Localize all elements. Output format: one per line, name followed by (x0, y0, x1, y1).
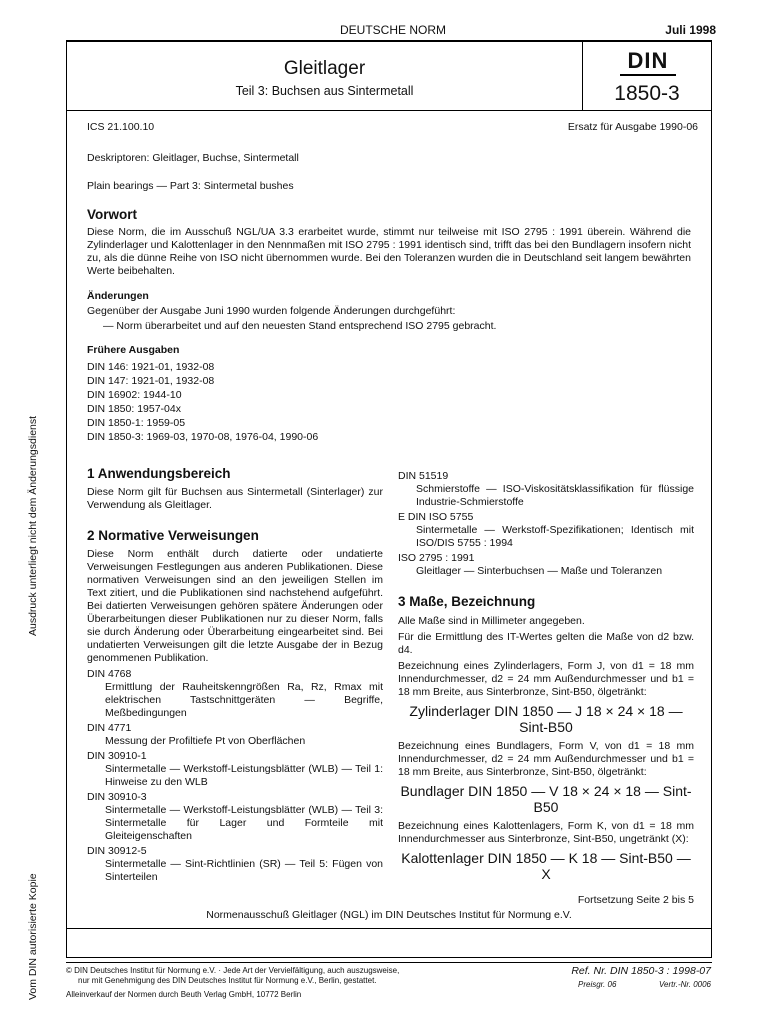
fruehere-line: DIN 16902: 1944-10 (87, 389, 182, 401)
committee-divider (66, 928, 712, 929)
reference-item (87, 845, 383, 884)
reference-item (87, 791, 383, 843)
section3-p5: Bezeichnung eines Kalottenlagers, Form K, von d1 = 18 mm Innendurchmesser aus Sinterbronze, Sint-B50, ungetränkt (X): (398, 820, 694, 845)
reference-title: Sintermetalle — Werkstoff-Leistungsblätter (WLB) — Teil 3: Sintermetalle für Lager und Formteile mit Gleiteigenschaften (105, 804, 383, 842)
section2-heading: 2 Normative Verweisungen (87, 528, 259, 543)
section3-p4: Bezeichnung eines Bundlagers, Form V, von d1 = 18 mm Innendurchmesser, d2 = 24 mm Außendurchmesser und b1 = 18 mm Breite, aus Sinterbronze, Sint-B50, ölgetränkt: (398, 740, 694, 778)
frame-right (711, 40, 712, 958)
reference-title: Sintermetalle — Sint-Richtlinien (SR) — Teil 5: Fügen von Sinterteilen (105, 858, 383, 883)
frame-left (66, 40, 67, 958)
reference-item (87, 668, 383, 720)
standard-type: DEUTSCHE NORM (340, 23, 447, 37)
section3-p3: Bezeichnung eines Zylinderlagers, Form J, von d1 = 18 mm Innendurchmesser, d2 = 24 mm Außendurchmesser und b1 = 18 mm Breite, aus Sinterbronze, Sint-B50, ölgetränkt: (398, 660, 694, 698)
reference-id: DIN 4771 (87, 722, 132, 734)
fruehere-line: DIN 1850-1: 1959-05 (87, 417, 186, 429)
section3-heading: 3 Maße, Bezeichnung (398, 594, 536, 609)
replaces-edition: Ersatz für Ausgabe 1990-06 (567, 121, 698, 133)
footer-rule (66, 962, 712, 963)
committee-line: Normenausschuß Gleitlager (NGL) im DIN Deutsches Institut für Normung e.V. (206, 909, 572, 921)
side-note-upper: Ausdruck unterliegt nicht dem Änderungsdienst (27, 415, 39, 636)
aenderungen-item: — Norm überarbeitet und auf den neuesten Stand entsprechend ISO 2795 gebracht. (103, 320, 497, 332)
fruehere-line: DIN 147: 1921-01, 1932-08 (87, 375, 215, 387)
designation-flange: Bundlager DIN 1850 — V 18 × 24 × 18 — Sint-B50 (400, 783, 692, 815)
section2-text: Diese Norm enthält durch datierte oder undatierte Verweisungen Festlegungen aus anderen Publikationen. Diese normativen Verweisungen sind an den jeweiligen Stellen im Text zitiert, und die Publikationen sind nachstehend aufgeführt. Bei datierten Verweisungen gehören spätere Änderungen oder Überarbeitungen dieser Publikationen nur zu dieser Norm, falls sie durch Änderung oder Überarbeitung eingearbeitet sind. Bei undatierten Verweisungen gilt die letzte Ausgabe der in Bezug genommenen Publikation. (87, 548, 383, 664)
reference-id: ISO 2795 : 1991 (398, 552, 475, 564)
frame-bottom (66, 957, 712, 958)
vorwort-text: Diese Norm, die im Ausschuß NGL/UA 3.3 erarbeitet wurde, stimmt nur teilweise mit ISO 2795 : 1991 überein. Während die Zylinderlager und Kalottenlager in den Nennmaßen mit ISO 2795 : 1991 identisch sind, trifft das bei den Bundlagern insofern nicht zu, als die dünne Reihe von ISO nicht übernommen wurde. Bei den Toleranzen wurden die in Deutschland seit langem bewährten Werte beibehalten. (87, 226, 691, 277)
fruehere-line: DIN 146: 1921-01, 1932-08 (87, 361, 215, 373)
reference-item (398, 470, 694, 509)
reference-id: DIN 51519 (398, 470, 449, 482)
fruehere-heading: Frühere Ausgaben (87, 344, 180, 356)
copyright-line-1: © DIN Deutsches Institut für Normung e.V. · Jede Art der Vervielfältigung, auch auszugsweise, (66, 966, 400, 975)
english-title: Plain bearings — Part 3: Sintermetal bushes (87, 180, 294, 192)
section1-heading: 1 Anwendungsbereich (87, 466, 231, 481)
section1-text: Diese Norm gilt für Buchsen aus Sintermetall (Sinterlager) zur Verwendung als Gleitlager. (87, 486, 383, 511)
din-logo-text: DIN (627, 48, 669, 73)
designation-cylinder: Zylinderlager DIN 1850 — J 18 × 24 × 18 — Sint-B50 (409, 703, 683, 735)
fruehere-line: DIN 1850: 1957-04x (87, 403, 181, 415)
reference-title: Schmierstoffe — ISO-Viskositätsklassifikation für flüssige Industrie-Schmierstoffe (416, 483, 694, 508)
descriptors: Deskriptoren: Gleitlager, Buchse, Sintermetall (87, 152, 299, 164)
ics-code: ICS 21.100.10 (87, 121, 155, 133)
reference-title: Messung der Profiltiefe Pt von Oberflächen (105, 735, 306, 747)
right-column (398, 470, 694, 907)
reference-title: Sintermetalle — Werkstoff-Spezifikationen; Identisch mit ISO/DIS 5755 : 1994 (416, 524, 694, 549)
reference-id: DIN 30910-1 (87, 750, 147, 762)
din-logo (620, 50, 676, 76)
reference-item (398, 552, 694, 578)
document-subtitle: Teil 3: Buchsen aus Sintermetall (235, 84, 414, 98)
document-number: 1850-3 (614, 82, 680, 105)
reference-item (87, 750, 383, 789)
reference-title: Ermittlung der Rauheitskenngrößen Ra, Rz, Rmax mit elektrischen Tastschnittgeräten — Begriffe, Meßbedingungen (105, 681, 383, 719)
aenderungen-intro: Gegenüber der Ausgabe Juni 1990 wurden folgende Änderungen durchgeführt: (87, 305, 456, 317)
aenderungen-heading: Änderungen (87, 290, 149, 302)
distributor-line: Alleinverkauf der Normen durch Beuth Verlag GmbH, 10772 Berlin (66, 990, 302, 999)
fruehere-line: DIN 1850-3: 1969-03, 1970-08, 1976-04, 1990-06 (87, 431, 319, 443)
reference-id: DIN 30912-5 (87, 845, 147, 857)
copyright-line-2: nur mit Genehmigung des DIN Deutsches Institut für Normung e.V., Berlin, gestattet. (78, 976, 377, 985)
reference-id: DIN 4768 (87, 668, 132, 680)
section3-p2: Für die Ermittlung des IT-Wertes gelten die Maße von d2 bzw. d4. (398, 631, 694, 656)
reference-number: Ref. Nr. DIN 1850-3 : 1998-07 (571, 965, 711, 977)
section3-p1: Alle Maße sind in Millimeter angegeben. (398, 615, 585, 627)
designation-spherical: Kalottenlager DIN 1850 — K 18 — Sint-B50 — X (401, 850, 691, 882)
continued-note: Fortsetzung Seite 2 bis 5 (577, 894, 694, 906)
price-group: Preisgr. 06 (578, 980, 617, 989)
sales-number: Vertr.-Nr. 0006 (658, 980, 711, 989)
side-note-lower: Vom DIN autorisierte Kopie (27, 873, 39, 1000)
reference-id: E DIN ISO 5755 (398, 511, 474, 523)
left-column (87, 466, 383, 884)
vorwort-heading: Vorwort (87, 207, 137, 222)
fruehere-list (87, 360, 318, 444)
issue-date: Juli 1998 (665, 23, 716, 37)
frame-top (66, 40, 712, 42)
reference-title: Sintermetalle — Werkstoff-Leistungsblätter (WLB) — Teil 1: Hinweise zu den WLB (105, 763, 383, 788)
reference-id: DIN 30910-3 (87, 791, 147, 803)
reference-item (398, 511, 694, 550)
reference-item (87, 722, 383, 748)
din-logo-rule (620, 74, 676, 76)
reference-title: Gleitlager — Sinterbuchsen — Maße und Toleranzen (416, 565, 663, 577)
document-title: Gleitlager (283, 58, 366, 79)
title-divider (66, 110, 712, 111)
